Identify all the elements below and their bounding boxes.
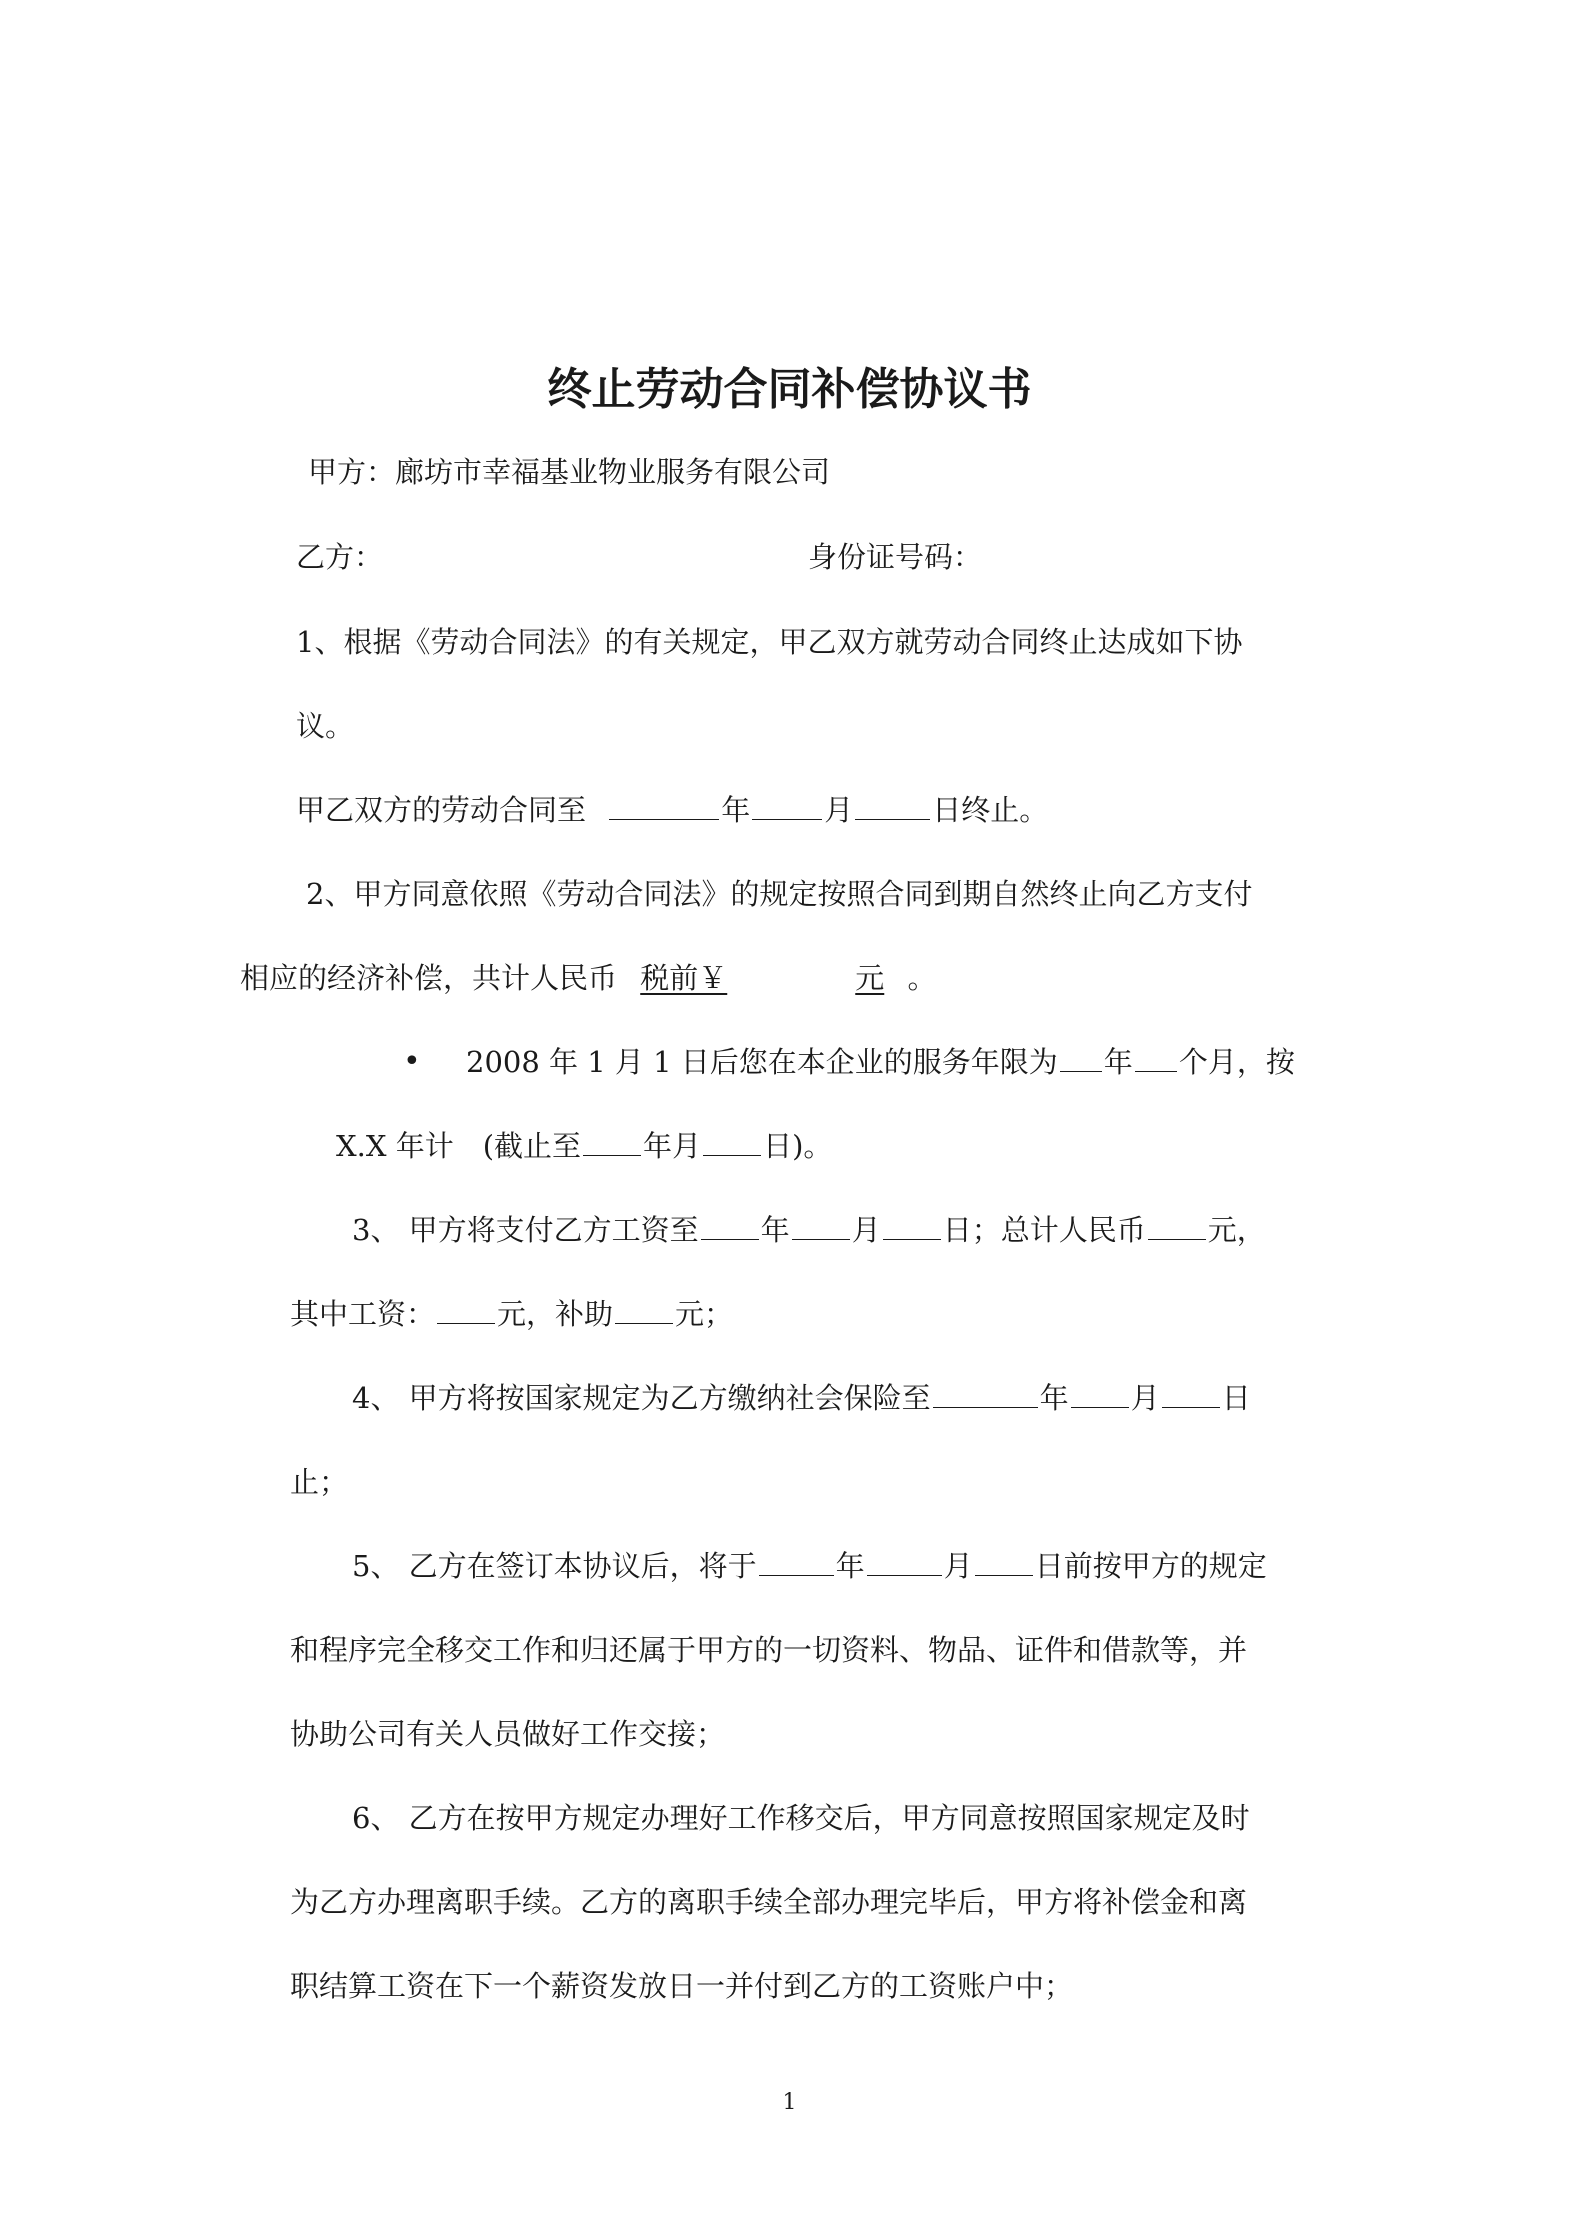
term-prefix: 甲乙双方的劳动合同至 [296,793,587,827]
clause-4-prefix: 4、 甲方将按国家规定为乙方缴纳社会保险至 [352,1381,931,1415]
year-label: 年 [1039,1381,1069,1415]
clause-3-line-1 [352,1210,1266,1250]
clause-6-line-1: 6、 乙方在按甲方规定办理好工作移交后，甲方同意按照国家规定及时 [352,1801,1250,1835]
clause-2-end: 。 [907,961,937,995]
insurance-year-blank [933,1379,1038,1408]
clause-3-prefix: 3、 甲方将支付乙方工资至 [352,1213,699,1247]
wage-day-blank [883,1211,941,1240]
clause-5-line-1 [352,1546,1267,1586]
clause-4-line-2: 止； [290,1465,349,1499]
clause-1-line-2: 议。 [296,709,355,743]
month-label: 月 [1130,1381,1160,1415]
insurance-month-blank [1071,1379,1129,1408]
handover-day-blank [975,1547,1033,1576]
term-day-blank [855,791,930,820]
service-line2-suffix: 日)。 [763,1129,833,1163]
id-number-label: 身份证号码： [808,540,983,574]
cutoff-year-blank [583,1127,641,1156]
service-months-blank [1135,1043,1177,1072]
subsidy-amount-blank [615,1295,673,1324]
year-label: 年 [721,793,751,827]
day-label: 日 [1221,1381,1251,1415]
clause-5-prefix: 5、 乙方在签订本协议后，将于 [352,1549,757,1583]
document-title: 终止劳动合同补偿协议书 [547,364,1032,415]
bullet-icon: • [403,1044,421,1079]
clause-3-line-2 [290,1294,733,1334]
pre-tax-label: 税前￥ [640,961,728,995]
clause-5-line-3: 协助公司有关人员做好工作交接； [290,1717,726,1751]
term-year-blank [609,791,719,820]
year-label: 年 [835,1549,865,1583]
year-label: 年 [1103,1045,1133,1079]
clause-3-line2-end: 元； [675,1297,734,1331]
total-amount-blank [1148,1211,1206,1240]
clause-2-line-2 [240,958,937,998]
compensation-amount-field [640,961,884,995]
handover-month-blank [867,1547,942,1576]
service-line2-prefix: X.X 年计 (截止至 [336,1129,582,1163]
term-month-blank [752,791,822,820]
clause-2-prefix: 相应的经济补偿，共计人民币 [240,961,618,995]
wage-month-blank [792,1211,850,1240]
handover-year-blank [759,1547,834,1576]
clause-3-end: 元， [1207,1213,1266,1247]
clause-2-line-1: 2、甲方同意依照《劳动合同法》的规定按照合同到期自然终止向乙方支付 [306,877,1253,911]
party-b-label: 乙方： [296,540,384,574]
clause-6-line-2: 为乙方办理离职手续。乙方的离职手续全部办理完毕后，甲方将补偿金和离 [290,1885,1248,1919]
clause-1-line-1: 1、根据《劳动合同法》的有关规定，甲乙双方就劳动合同终止达成如下协 [296,625,1243,659]
month-label: 月 [672,1129,702,1163]
clause-5-suffix: 日前按甲方的规定 [1034,1549,1267,1583]
insurance-day-blank [1162,1379,1220,1408]
month-label: 月 [943,1549,973,1583]
clause-5-line-2: 和程序完全移交工作和归还属于甲方的一切资料、物品、证件和借款等，并 [290,1633,1248,1667]
service-years-blank [1060,1043,1102,1072]
month-label: 月 [851,1213,881,1247]
month-label: 月 [824,793,854,827]
service-prefix: 2008 年 1 月 1 日后您在本企业的服务年限为 [466,1045,1058,1079]
months-suffix: 个月，按 [1178,1045,1295,1079]
service-years-line-2 [336,1126,832,1166]
contract-term-line [296,790,1048,830]
cutoff-day-blank [703,1127,761,1156]
wage-year-blank [701,1211,759,1240]
term-suffix: 日终止。 [932,793,1049,827]
wage-amount-blank [437,1295,495,1324]
clause-6-line-3: 职结算工资在下一个薪资发放日一并付到乙方的工资账户中； [290,1969,1074,2003]
yuan-label: 元 [855,961,885,995]
service-years-line-1 [466,1042,1295,1082]
wage-label: 其中工资： [290,1297,436,1331]
page-number: 1 [782,2090,797,2115]
clause-4-line-1 [352,1378,1251,1418]
party-a-line: 甲方：廊坊市幸福基业物业服务有限公司 [308,455,831,489]
subsidy-label: 元，补助 [497,1297,614,1331]
year-label: 年 [643,1129,673,1163]
year-label: 年 [760,1213,790,1247]
clause-3-total: 日；总计人民币 [942,1213,1146,1247]
